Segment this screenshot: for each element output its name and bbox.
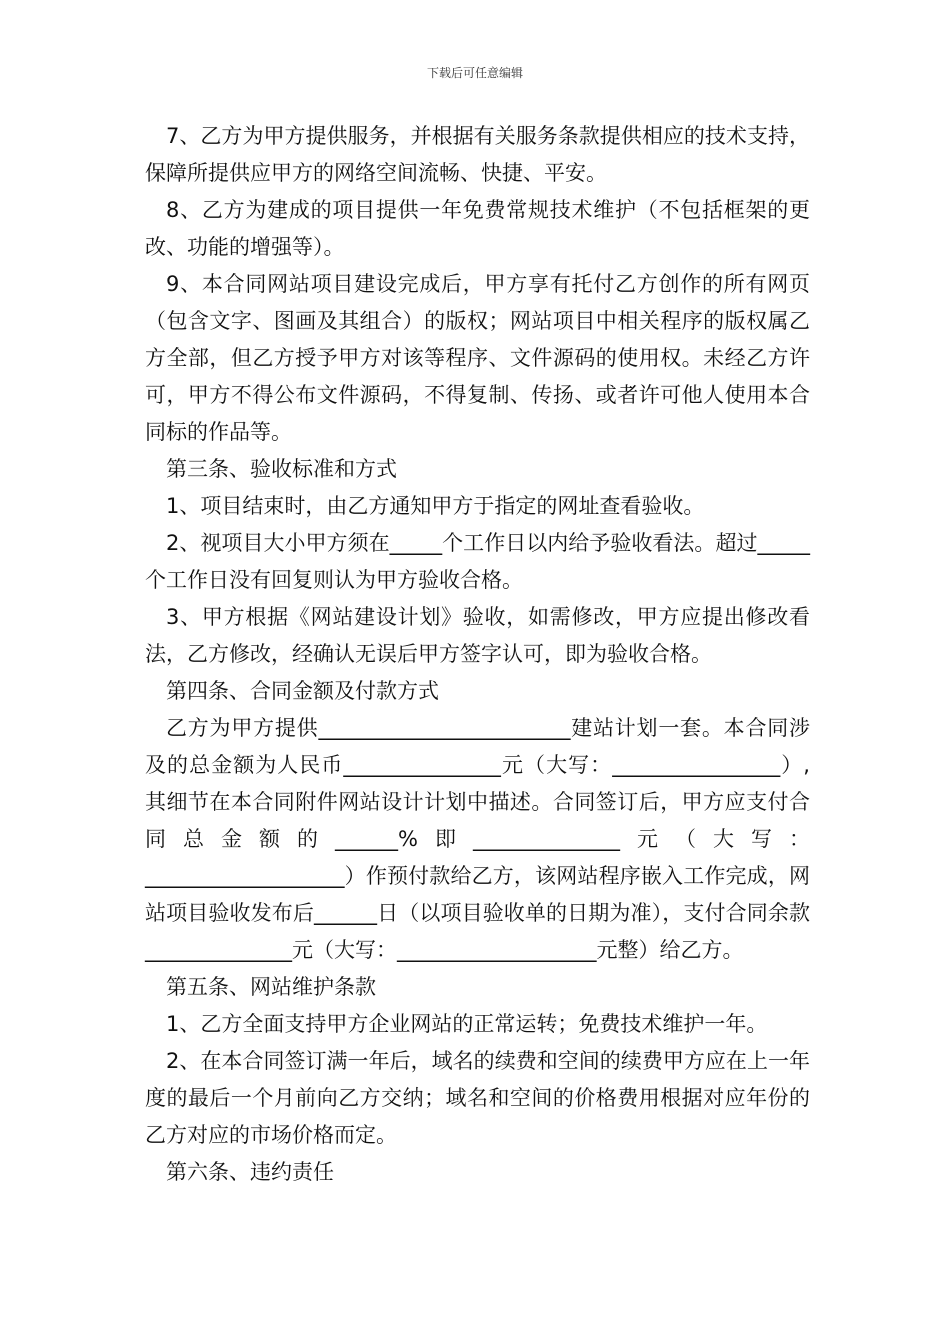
- maintenance-1: 1、乙方全面支持甲方企业网站的正常运转；免费技术维护一年。: [166, 1012, 768, 1036]
- maintenance-2: 2、在本合同签订满一年后，域名的续费和空间的续费甲方应在上一年度的最后一个月前向乙方交纳；域名和空间的价格费用根据对应年份的乙方对应的市场价格而定。: [145, 1049, 810, 1147]
- section-heading-3: 第三条、验收标准和方式: [166, 457, 397, 481]
- section-heading-5: 第五条、网站维护条款: [166, 975, 376, 999]
- page-header: 下载后可任意编辑: [426, 66, 523, 80]
- clause-9: 9、本合同网站项目建设完成后，甲方享有托付乙方创作的所有网页（包含文字、图画及其组合）的版权；网站项目中相关程序的版权属乙方全部，但乙方授予甲方对该等程序、文件源码的使用权。未经乙方许可，甲方不得公布文件源码，不得复制、传扬、或者许可他人使用本合同标的作品等。: [145, 272, 810, 444]
- payment-paragraph: 乙方为甲方提供________________________建站计划一套。本合同涉及的总金额为人民币_______________元（大写：________________）,其细节在本合同附件网站设计计划中描述。合同签订后，甲方应支付合同总金额的______%即______________元（大写：___________________）作预付款给乙方，该网站程序嵌入工作完成，网站项目验收发布后______日（以项目验收单的日期为准），支付合同余款______________元（大写：___________________元整）给乙方。: [145, 716, 810, 962]
- document-body: [145, 118, 810, 1191]
- acceptance-1: 1、项目结束时，由乙方通知甲方于指定的网址查看验收。: [166, 494, 705, 518]
- clause-8: 8、乙方为建成的项目提供一年免费常规技术维护（不包括框架的更改、功能的增强等）。: [145, 198, 810, 259]
- clause-7: 7、乙方为甲方提供服务，并根据有关服务条款提供相应的技术支持，保障所提供应甲方的网络空间流畅、快捷、平安。: [145, 124, 810, 185]
- acceptance-2: 2、视项目大小甲方须在_____个工作日以内给予验收看法。超过_____个工作日没有回复则认为甲方验收合格。: [145, 531, 810, 592]
- section-heading-4: 第四条、合同金额及付款方式: [166, 679, 439, 703]
- acceptance-3: 3、甲方根据《网站建设计划》验收，如需修改，甲方应提出修改看法，乙方修改，经确认无误后甲方签字认可，即为验收合格。: [145, 605, 810, 666]
- section-heading-6: 第六条、违约责任: [166, 1160, 334, 1184]
